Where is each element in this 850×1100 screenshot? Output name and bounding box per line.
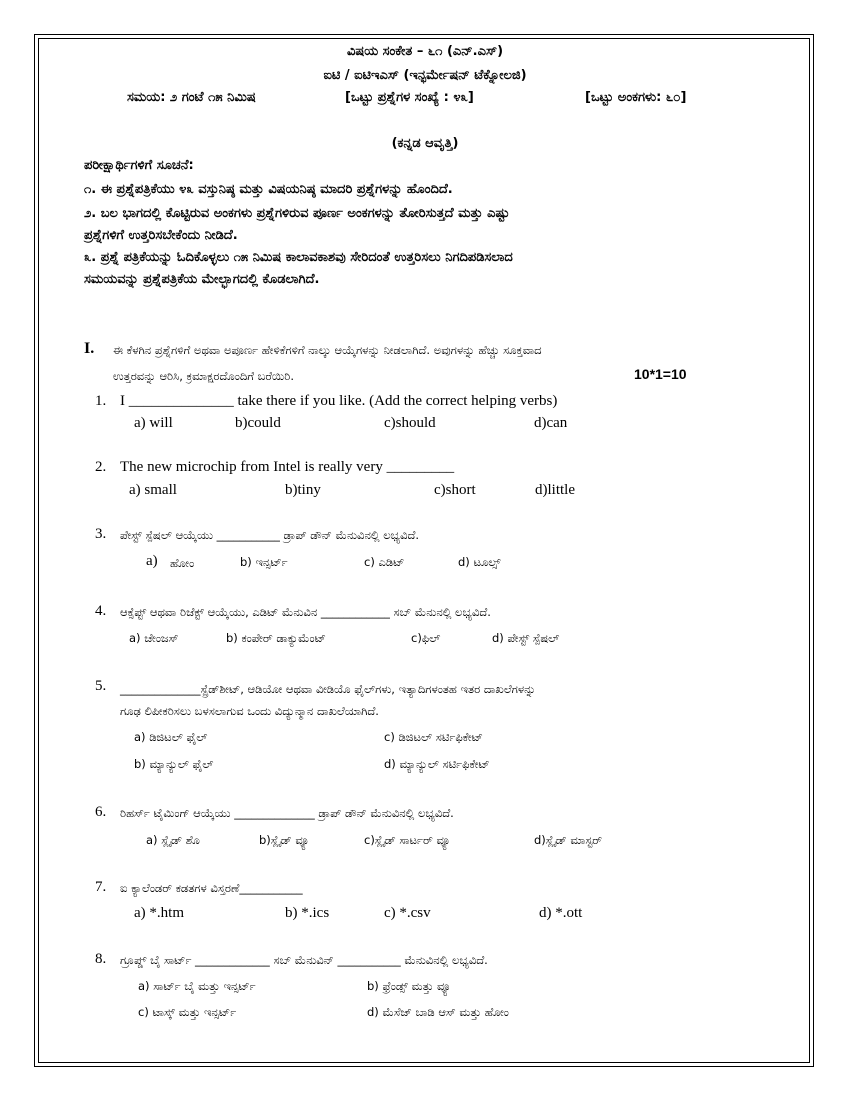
option-d: d)ಸ್ಲೈಡ್ ಮಾಸ್ಟರ್ [534, 833, 603, 847]
option-b: b) ಮ್ಯಾನ್ಯುಲ್ ಫೈಲ್ [134, 757, 214, 771]
option-c: c)should [384, 415, 436, 431]
option-d: d)can [534, 415, 568, 431]
option-b: b)could [235, 415, 281, 431]
option-c: c) *.csv [384, 905, 431, 921]
question-text: ರಿಹರ್ಸ್ ಟೈಮಿಂಗ್ ಆಯ್ಕೆಯು ______________ ಡ್ರಾಪ್ ಡೌನ್ ಮೆನುವಿನಲ್ಲಿ ಲಭ್ಯವಿದೆ. [120, 806, 454, 820]
total-questions: [ಒಟ್ಟು ಪ್ರಶ್ನೆಗಳ ಸಂಖ್ಯೆ : ೪೩] [345, 90, 474, 105]
question-number: 6. [95, 804, 107, 820]
instruction-2b: ಪ್ರಶ್ನೆಗಳಿಗೆ ಉತ್ತರಿಸಬೇಕೆಂದು ನೀಡಿದೆ. [84, 228, 238, 243]
option-b: b) ಫ್ರೆಂಡ್ಸ್ ಮತ್ತು ವ್ಯೂ [367, 979, 451, 993]
question-number: 3. [95, 526, 107, 542]
instruction-3a: ೩. ಪ್ರಶ್ನೆ ಪತ್ರಿಕೆಯನ್ನು ಓದಿಕೊಳ್ಳಲು ೧೫ ನಿಮಿಷ ಕಾಲಾವಕಾಶವು ಸೇರಿದಂತೆ ಉತ್ತರಿಸಲು ನಿಗದಿಪಡಿಸಲಾದ [84, 250, 513, 265]
section-instruction-2: ಉತ್ತರವನ್ನು ಆರಿಸಿ, ಕ್ರಮಾಕ್ಷರದೊಂದಿಗೆ ಬರೆಯಿರಿ. [113, 369, 294, 383]
option-a: a) ಡಿಜಿಟಲ್ ಫೈಲ್ [134, 730, 208, 744]
question-number: 4. [95, 603, 107, 619]
instructions-heading: ಪರೀಕ್ಷಾರ್ಥಿಗಳಿಗೆ ಸೂಚನೆ: [84, 158, 194, 173]
question-number: 2. [95, 459, 107, 475]
option-d: d) ಪೇಸ್ಟ್ ಸ್ಪೆಷಲ್ [492, 631, 560, 645]
option-b: b)tiny [285, 482, 321, 498]
subject-code-line: ವಿಷಯ ಸಂಕೇತ – ೬೧ (ಎನ್.ಎಸ್) [346, 44, 504, 59]
option-d: d)little [535, 482, 575, 498]
question-number: 8. [95, 951, 107, 967]
section-number: I. [84, 340, 95, 357]
section-instruction-1: ಈ ಕೆಳಗಿನ ಪ್ರಶ್ನೆಗಳಿಗೆ ಅಥವಾ ಅಪೂರ್ಣ ಹೇಳಿಕೆಗಳಿಗೆ ನಾಲ್ಕು ಆಯ್ಕೆಗಳನ್ನು ನೀಡಲಾಗಿದೆ. ಅವುಗಳನ್ನು ಹೆಚ್ಚು ಸೂಕ್ತವಾದ [113, 343, 542, 357]
option-a: a) *.htm [134, 905, 184, 921]
option-c: c) ಟಾಸ್ಕ್ ಮತ್ತು ಇನ್ಸರ್ಟ್ [138, 1005, 237, 1019]
option-a-label: a) [146, 553, 158, 569]
option-b: b) *.ics [285, 905, 330, 921]
question-text: ಆಕ್ಸೆಪ್ಟ್ ಆಥವಾ ರಿಜೆಕ್ಟ್ ಆಯ್ಕೆಯು, ಎಡಿಟ್ ಮೆನುವಿನ ____________ ಸಬ್ ಮೆನುನಲ್ಲಿ ಲಭ್ಯವಿದೆ. [120, 605, 491, 619]
version-label: (ಕನ್ನಡ ಆವೃತ್ತಿ) [391, 136, 459, 151]
option-c: c)ಸ್ಲೈಡ್ ಸಾರ್ಟರ್ ವ್ಯೂ [364, 833, 451, 847]
option-d: d) *.ott [539, 905, 583, 921]
option-c: c)short [434, 482, 476, 498]
question-text: The new microchip from Intel is really very _________ [120, 459, 455, 475]
section-marks: 10*1=10 [634, 366, 687, 382]
option-b: b)ಸ್ಲೈಡ್ ವ್ಯೂ [259, 833, 310, 847]
instruction-3b: ಸಮಯವನ್ನು ಪ್ರಶ್ನೆಪತ್ರಿಕೆಯ ಮೇಲ್ಭಾಗದಲ್ಲಿ ಕೊಡಲಾಗಿದೆ. [84, 272, 320, 287]
option-a: a) small [129, 482, 177, 498]
option-d: d) ಮೆಸೆಜ್ ಬಾಡಿ ಆಸ್ ಮತ್ತು ಹೋಂ [367, 1005, 509, 1019]
question-text: ಪೇಸ್ಟ್ ಸ್ಪೆಷಲ್ ಆಯ್ಕೆಯು ___________ ಡ್ರಾಪ್ ಡೌನ್ ಮೆನುವಿನಲ್ಲಿ ಲಭ್ಯವಿದೆ. [120, 528, 420, 542]
question-text: I ______________ take there if you like. (Add the correct helping verbs) [120, 393, 558, 409]
total-marks: [ಒಟ್ಟು ಅಂಕಗಳು: ೬೦] [585, 90, 687, 105]
question-number: 7. [95, 879, 107, 895]
option-a-text: ಹೋಂ [170, 556, 195, 570]
instruction-2a: ೨. ಬಲ ಭಾಗದಲ್ಲಿ ಕೊಟ್ಟಿರುವ ಅಂಕಗಳು ಪ್ರಶ್ನೆಗಳಿರುವ ಪೂರ್ಣ ಅಂಕಗಳನ್ನು ತೋರಿಸುತ್ತದೆ ಮತ್ತು ಎಷ್ಟು [84, 206, 510, 221]
option-c: c) ಡಿಜಿಟಲ್ ಸರ್ಟಿಫಿಕೇಟ್ [384, 730, 483, 744]
question-text: ಐ ಕ್ಯಾಲೆಂಡರ್ ಕಡತಗಳ ವಿಸ್ತರಣೆ___________ [120, 881, 303, 895]
question-text-line2: ಗೂಢ ಲಿಪೀಕರಿಸಲು ಬಳಸಲಾಗುವ ಒಂದು ವಿದ್ಯುನ್ಮಾನ ದಾಖಲೆಯಾಗಿದೆ. [120, 704, 379, 718]
question-number: 5. [95, 678, 107, 694]
exam-duration: ಸಮಯ: ೨ ಗಂಟೆ ೧೫ ನಿಮಿಷ [127, 90, 256, 105]
option-c: c) ಎಡಿಟ್ [364, 555, 405, 569]
instruction-1: ೧. ಈ ಪ್ರಶ್ನೆಪತ್ರಿಕೆಯು ೪೩ ವಸ್ತುನಿಷ್ಠ ಮತ್ತು ವಿಷಯನಿಷ್ಠ ಮಾದರಿ ಪ್ರಶ್ನೆಗಳನ್ನು ಹೊಂದಿದೆ. [84, 182, 453, 197]
option-b: b) ಕಂಪೇರ್ ಡಾಕ್ಯುಮೆಂಟ್ [226, 631, 326, 645]
option-a: a) ಸ್ಲೈಡ್ ಶೊ [146, 833, 200, 847]
option-a: a) ಸಾರ್ಟ್ ಬೈ ಮತ್ತು ಇನ್ಸರ್ಟ್ [138, 979, 256, 993]
option-a: a) will [134, 415, 173, 431]
subject-name-line: ಐಟಿ / ಐಟಿಇಎಸ್ (ಇನ್ಫರ್ಮೇಷನ್ ಟೆಕ್ನೋಲಜಿ) [323, 68, 527, 83]
question-number: 1. [95, 393, 107, 409]
question-text-line1: ______________ಸ್ಪ್ರೆಡ್‌ಶೀಟ್, ಆಡಿಯೋ ಆಥವಾ ವೀಡಿಯೊ ಫೈಲ್‌ಗಳು, ಇತ್ಯಾದಿಗಳಂತಹ ಇತರ ದಾಖಲೆಗಳನ್ನು [120, 682, 536, 696]
option-a: a) ಚೇಂಜಸ್ [129, 631, 179, 645]
option-b: b) ಇನ್ಸರ್ಟ್ [240, 555, 288, 569]
question-text: ಗ್ರೂಪ್ಡ್ ಬೈ ಸಾರ್ಟ್ _____________ ಸಬ್ ಮೆನುವಿನ್ ___________ ಮೆನುವಿನಲ್ಲಿ ಲಭ್ಯವಿದೆ. [120, 953, 488, 967]
option-d: d) ಮ್ಯಾನ್ಯುಲ್ ಸರ್ಟಿಫಿಕೇಟ್ [384, 757, 490, 771]
option-c: c)ಫಿಲ್ [411, 631, 441, 645]
option-d: d) ಟೂಲ್ಸ್ [458, 555, 501, 569]
